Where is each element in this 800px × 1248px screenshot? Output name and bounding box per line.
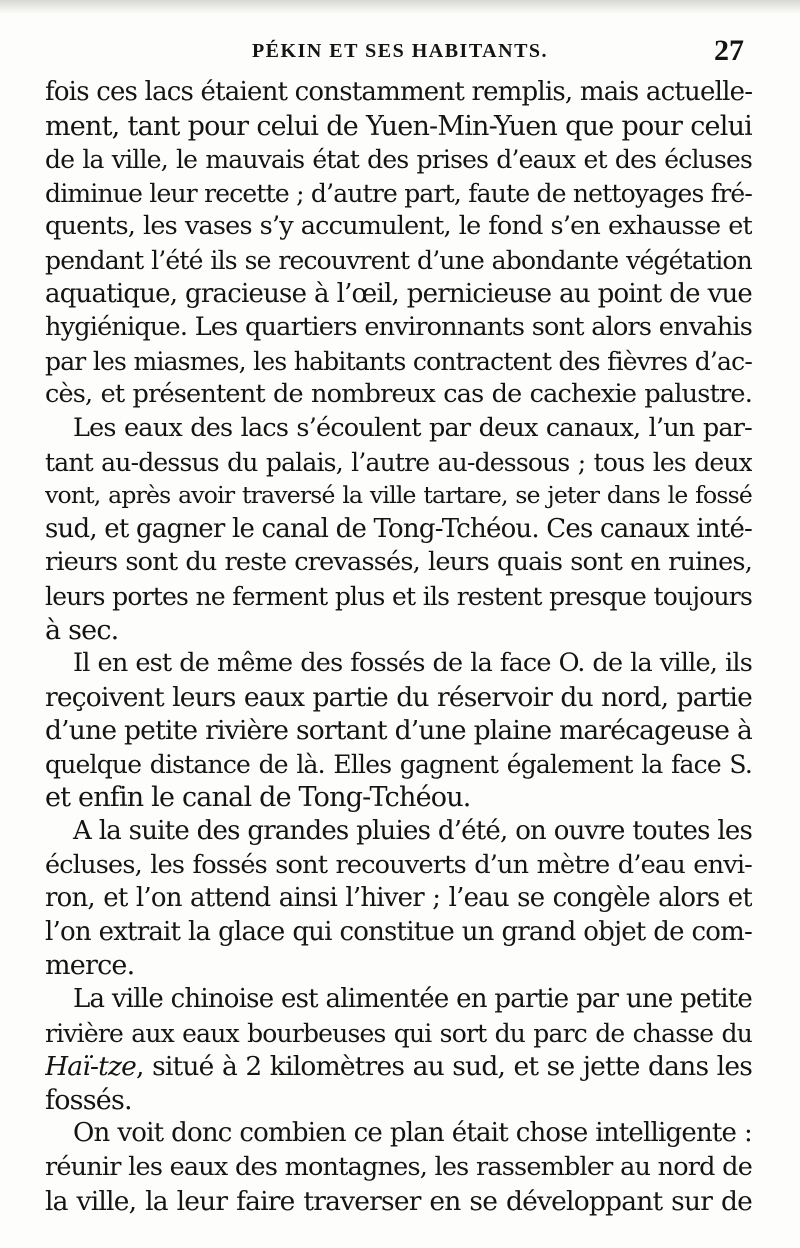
paragraph — [45, 815, 752, 983]
paragraph — [45, 983, 752, 1117]
text-line: La ville chinoise est alimentée en partie par une petite — [73, 984, 752, 1015]
text-line: A la suite des grandes pluies d’été, on ouvre toutes les — [73, 816, 752, 847]
text-line: merce. — [45, 950, 135, 982]
text-line: leurs portes ne ferment plus et ils restent presque toujours — [45, 581, 752, 611]
text-line: d’une petite rivière sortant d’une plaine marécageuse à — [45, 715, 752, 747]
text-line: ron, et l’on attend ainsi l’hiver ; l’eau se congèle alors et — [45, 883, 752, 914]
text-line: reçoivent leurs eaux partie du réservoir du nord, partie — [45, 681, 752, 713]
text-line: rivière aux eaux bourbeuses qui sort du parc de chasse du — [45, 1018, 752, 1048]
text-line: rieurs sont du reste crevassés, leurs quais sont en ruines, — [45, 547, 752, 578]
text-line: ment, tant pour celui de Yuen-Min-Yuen que pour celui — [45, 110, 752, 142]
text-line: sud, et gagner le canal de Tong-Tchéou. Ces canaux inté- — [45, 513, 752, 544]
text-line: et enfin le canal de Tong-Tchéou. — [45, 782, 471, 814]
paragraph — [45, 76, 752, 412]
text-line italic-line: Haï-tze, situé à 2 kilomètres au sud, et se jette dans les — [45, 1051, 752, 1083]
text-line: vont, après avoir traversé la ville tartare, se jeter dans le fossé — [45, 481, 752, 510]
paragraph — [45, 412, 752, 647]
text-line: pendant l’été ils se recouvrent d’une abondante végétation — [45, 245, 752, 275]
page-number: 27 — [714, 34, 744, 67]
running-title: PÉKIN ET SES HABITANTS. — [251, 40, 549, 62]
italic-term: Haï-tze — [45, 1051, 137, 1083]
paragraph — [45, 647, 752, 815]
text-line: de la ville, le mauvais état des prises d’eaux et des écluses — [45, 145, 752, 175]
text-line: à sec. — [45, 614, 119, 646]
text-line: tant au-dessus du palais, l’autre au-dessous ; tous les deux — [45, 447, 752, 477]
text-line: fossés. — [45, 1084, 132, 1116]
running-head — [0, 34, 800, 68]
text-line: quents, les vases s’y accumulent, le fond s’en exhausse et — [45, 211, 752, 242]
text-line: Il en est de même des fossés de la face O. de la ville, ils — [73, 648, 752, 679]
text-line: l’on extrait la glace qui constitue un grand objet de com- — [45, 916, 752, 947]
body-text — [45, 76, 752, 1218]
text-line: hygiénique. Les quartiers environnants sont alors envahis — [45, 312, 752, 343]
text-line: par les miasmes, les habitants contractent des fièvres d’ac- — [45, 346, 752, 376]
text-line: quelque distance de là. Elles gagnent également la face S. — [45, 749, 752, 779]
text-line: fois ces lacs étaient constamment remplis, mais actuelle- — [45, 77, 752, 107]
text-line: réunir les eaux des montagnes, les rassembler au nord de — [45, 1152, 752, 1182]
text-line: la ville, la leur faire traverser en se développant sur de — [45, 1185, 752, 1217]
paragraph — [45, 1117, 752, 1218]
text-line: diminue leur recette ; d’autre part, faute de nettoyages fré- — [45, 178, 752, 208]
text-line: aquatique, gracieuse à l’œil, pernicieuse au point de vue — [45, 278, 752, 309]
text-line: écluses, les fossés sont recouverts d’un mètre d’eau envi- — [45, 849, 752, 880]
page-edge-shadow — [0, 0, 800, 14]
text-line: On voit donc combien ce plan était chose intelligente : — [73, 1118, 752, 1149]
text-line: Les eaux des lacs s’écoulent par deux canaux, l’un par- — [73, 412, 752, 443]
text-line: cès, et présentent de nombreux cas de cachexie palustre. — [45, 379, 752, 410]
